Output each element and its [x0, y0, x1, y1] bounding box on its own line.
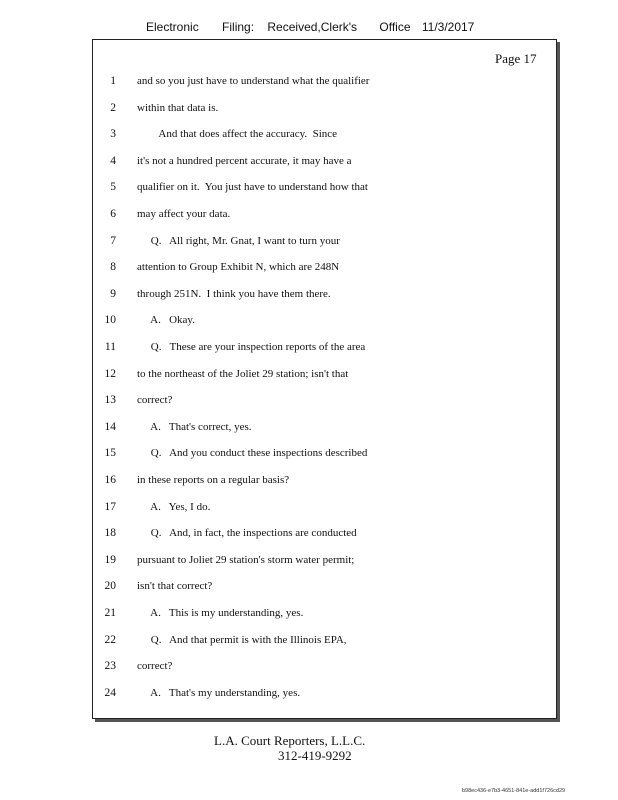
- line-text: Q. And, in fact, the inspections are conducted: [137, 527, 357, 540]
- line-text: within that data is.: [137, 101, 219, 114]
- line-number: 1: [110, 75, 116, 87]
- page-number: Page 17: [495, 51, 537, 66]
- line-number: 20: [104, 580, 116, 593]
- document-hash: b98ec436-e7b3-4651-841e-add1f726cd29: [462, 788, 566, 794]
- line-text: A. That's correct, yes.: [137, 420, 252, 433]
- transcript-line: [92, 286, 552, 302]
- line-number: 24: [104, 686, 116, 699]
- line-text: qualifier on it. You just have to understand how that: [137, 181, 368, 194]
- line-text: pursuant to Joliet 29 station's storm water permit;: [137, 553, 355, 566]
- filing-stamp: [146, 20, 474, 34]
- transcript-line: [92, 179, 552, 195]
- transcript-line: [92, 126, 552, 142]
- transcript-line: [92, 339, 552, 355]
- transcript-line: [92, 419, 552, 435]
- filing-stamp-word: Electronic: [146, 20, 199, 34]
- line-text: in these reports on a regular basis?: [137, 474, 290, 486]
- footer-phone: 312-419-9292: [278, 748, 352, 763]
- transcript-line: [92, 206, 552, 222]
- line-number: 11: [104, 341, 116, 353]
- line-number: 22: [104, 633, 116, 646]
- transcript-line: [92, 499, 552, 515]
- line-text: Q. And you conduct these inspections described: [137, 447, 368, 460]
- filing-stamp-word: Office: [379, 20, 411, 34]
- line-text: Q. And that permit is with the Illinois EPA,: [137, 633, 347, 646]
- line-text: correct?: [137, 660, 173, 673]
- line-number: 5: [110, 181, 116, 194]
- line-text: A. Yes, I do.: [137, 500, 211, 513]
- line-number: 9: [110, 287, 116, 300]
- line-number: 2: [110, 101, 116, 114]
- transcript-line: [92, 153, 552, 169]
- line-number: 6: [110, 208, 116, 220]
- line-number: 8: [110, 261, 116, 274]
- line-text: correct?: [137, 394, 173, 407]
- filing-stamp-word: Filing:: [222, 20, 255, 34]
- line-number: 19: [104, 553, 116, 566]
- transcript-line: [92, 552, 552, 568]
- transcript-line: [92, 632, 552, 648]
- line-text: through 251N. I think you have them there.: [137, 287, 331, 300]
- line-text: A. Okay.: [137, 314, 195, 327]
- line-text: to the northeast of the Joliet 29 station; isn't that: [137, 367, 349, 380]
- transcript-line: [92, 525, 552, 541]
- line-text: And that does affect the accuracy. Since: [137, 128, 338, 141]
- line-text: Q. These are your inspection reports of the area: [137, 341, 366, 353]
- line-text: isn't that correct?: [137, 580, 213, 593]
- footer-firm-name: L.A. Court Reporters, L.L.C.: [214, 733, 366, 748]
- transcript-line: [92, 312, 552, 328]
- line-number: 16: [104, 474, 116, 486]
- line-number: 13: [104, 394, 116, 407]
- transcript-line: [92, 392, 552, 408]
- transcript-line: [92, 605, 552, 621]
- line-text: A. That's my understanding, yes.: [137, 686, 301, 699]
- line-number: 21: [104, 607, 116, 619]
- line-number: 23: [104, 660, 116, 673]
- line-text: may affect your data.: [137, 208, 231, 220]
- transcript-line: [92, 366, 552, 382]
- transcript-line: [92, 73, 552, 89]
- line-text: and so you just have to understand what the qualifier: [137, 75, 370, 87]
- line-number: 17: [104, 500, 116, 513]
- transcript-line: [92, 578, 552, 594]
- line-number: 10: [104, 314, 116, 327]
- line-text: it's not a hundred percent accurate, it may have a: [137, 154, 352, 167]
- filing-stamp-date: 11/3/2017: [421, 20, 475, 34]
- line-text: A. This is my understanding, yes.: [137, 607, 304, 619]
- line-text: attention to Group Exhibit N, which are 248N: [137, 261, 340, 274]
- transcript-line: [92, 100, 552, 116]
- line-number: 15: [104, 447, 116, 460]
- line-number: 3: [110, 128, 116, 141]
- line-text: Q. All right, Mr. Gnat, I want to turn your: [137, 234, 340, 247]
- line-number: 18: [104, 527, 116, 540]
- line-number: 4: [110, 154, 116, 167]
- line-number: 12: [104, 367, 116, 380]
- line-number: 7: [110, 234, 116, 247]
- transcript-line: [92, 233, 552, 249]
- transcript-line: [92, 259, 552, 275]
- transcript-line: [92, 472, 552, 488]
- filing-stamp-word: Received,Clerk's: [267, 20, 358, 34]
- transcript-line: [92, 685, 552, 701]
- transcript-line: [92, 445, 552, 461]
- line-number: 14: [104, 420, 116, 433]
- transcript-line: [92, 658, 552, 674]
